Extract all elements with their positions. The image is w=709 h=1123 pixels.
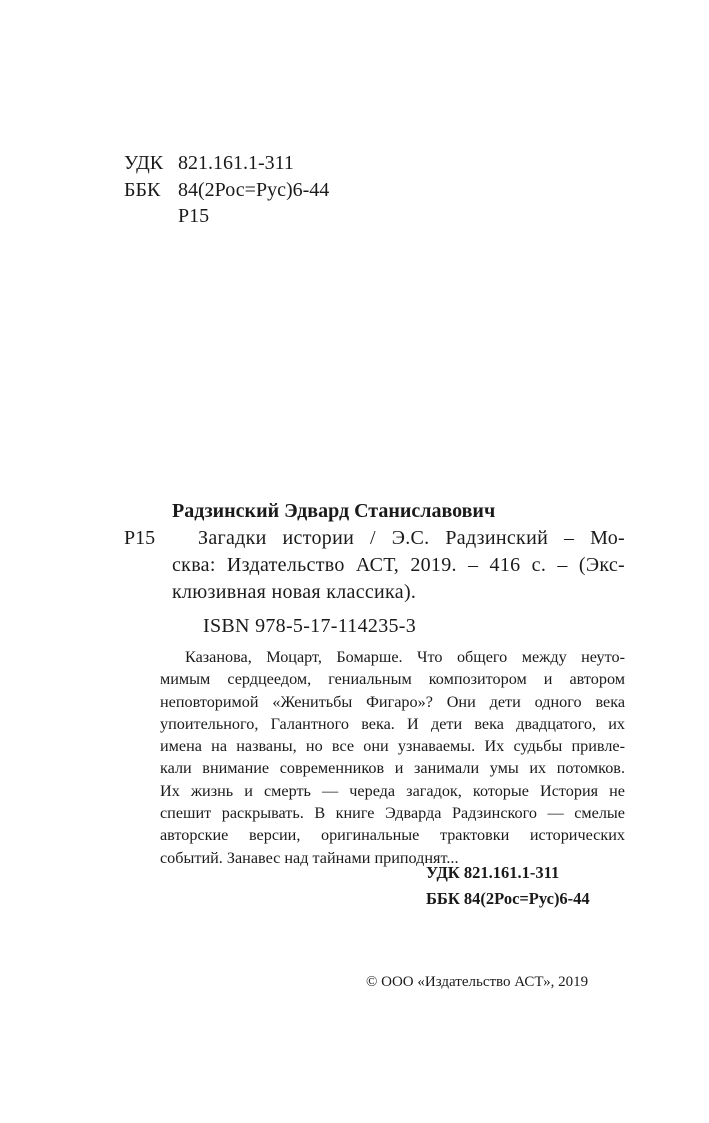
annotation-line: неповторимой «Женитьбы Фигаро»? Они дети одного века: [160, 692, 625, 711]
isbn: ISBN 978-5-17-114235-3: [203, 615, 417, 637]
udk-label: УДК: [124, 152, 164, 174]
classification-block: [124, 150, 329, 230]
author-mark: Р15: [178, 205, 210, 227]
description-line: Загадки истории / Э.С. Радзинский – Мо-: [198, 527, 625, 549]
annotation-line: спешит раскрывать. В книге Эдварда Радзинского — смелые: [160, 804, 625, 823]
bbk-label: ББК: [124, 178, 161, 201]
description-line: сква: Издательство АСТ, 2019. – 416 с. – (Экс-: [172, 554, 625, 576]
description-line: клюзивная новая классика).: [172, 581, 417, 603]
annotation-line: авторские версии, оригинальные трактовки исторических: [160, 826, 625, 845]
annotation-line: имена на названы, но все они узнаваемы. Их судьбы привле-: [160, 737, 625, 756]
annotation-line: мимым сердцеедом, гениальным композитором и автором: [160, 670, 625, 689]
annotation-line: кали внимание современников и занимали умы их потомков.: [160, 759, 625, 778]
annotation-line: событий. Занавес над тайнами приподнят...: [160, 848, 459, 867]
udk-value: 821.161.1-311: [178, 152, 294, 174]
bbk-row: [124, 177, 329, 204]
udk-bold: УДК 821.161.1-311: [426, 863, 560, 882]
bbk-value: 84(2Рос=Рус)6-44: [178, 178, 330, 201]
udk-row: [124, 150, 329, 177]
copyright-notice: © ООО «Издательство АСТ», 2019: [366, 974, 589, 990]
classification-codes-bold: [380, 860, 625, 912]
annotation-line: Казанова, Моцарт, Бомарше. Что общего между неуто-: [185, 648, 625, 666]
bibliographic-description: [172, 525, 625, 606]
annotation-paragraph: [160, 646, 625, 869]
author-mark-row: [124, 203, 329, 230]
bbk-bold: ББК 84(2Рос=Рус)6-44: [426, 889, 590, 908]
author-name: Радзинский Эдвард Станиславович: [172, 500, 496, 522]
annotation-line: Их жизнь и смерть — череда загадок, которые История не: [160, 781, 625, 800]
annotation-line: упоительного, Галантного века. И дети века двадцатого, их: [160, 714, 625, 733]
card-author-mark: Р15: [124, 527, 156, 549]
